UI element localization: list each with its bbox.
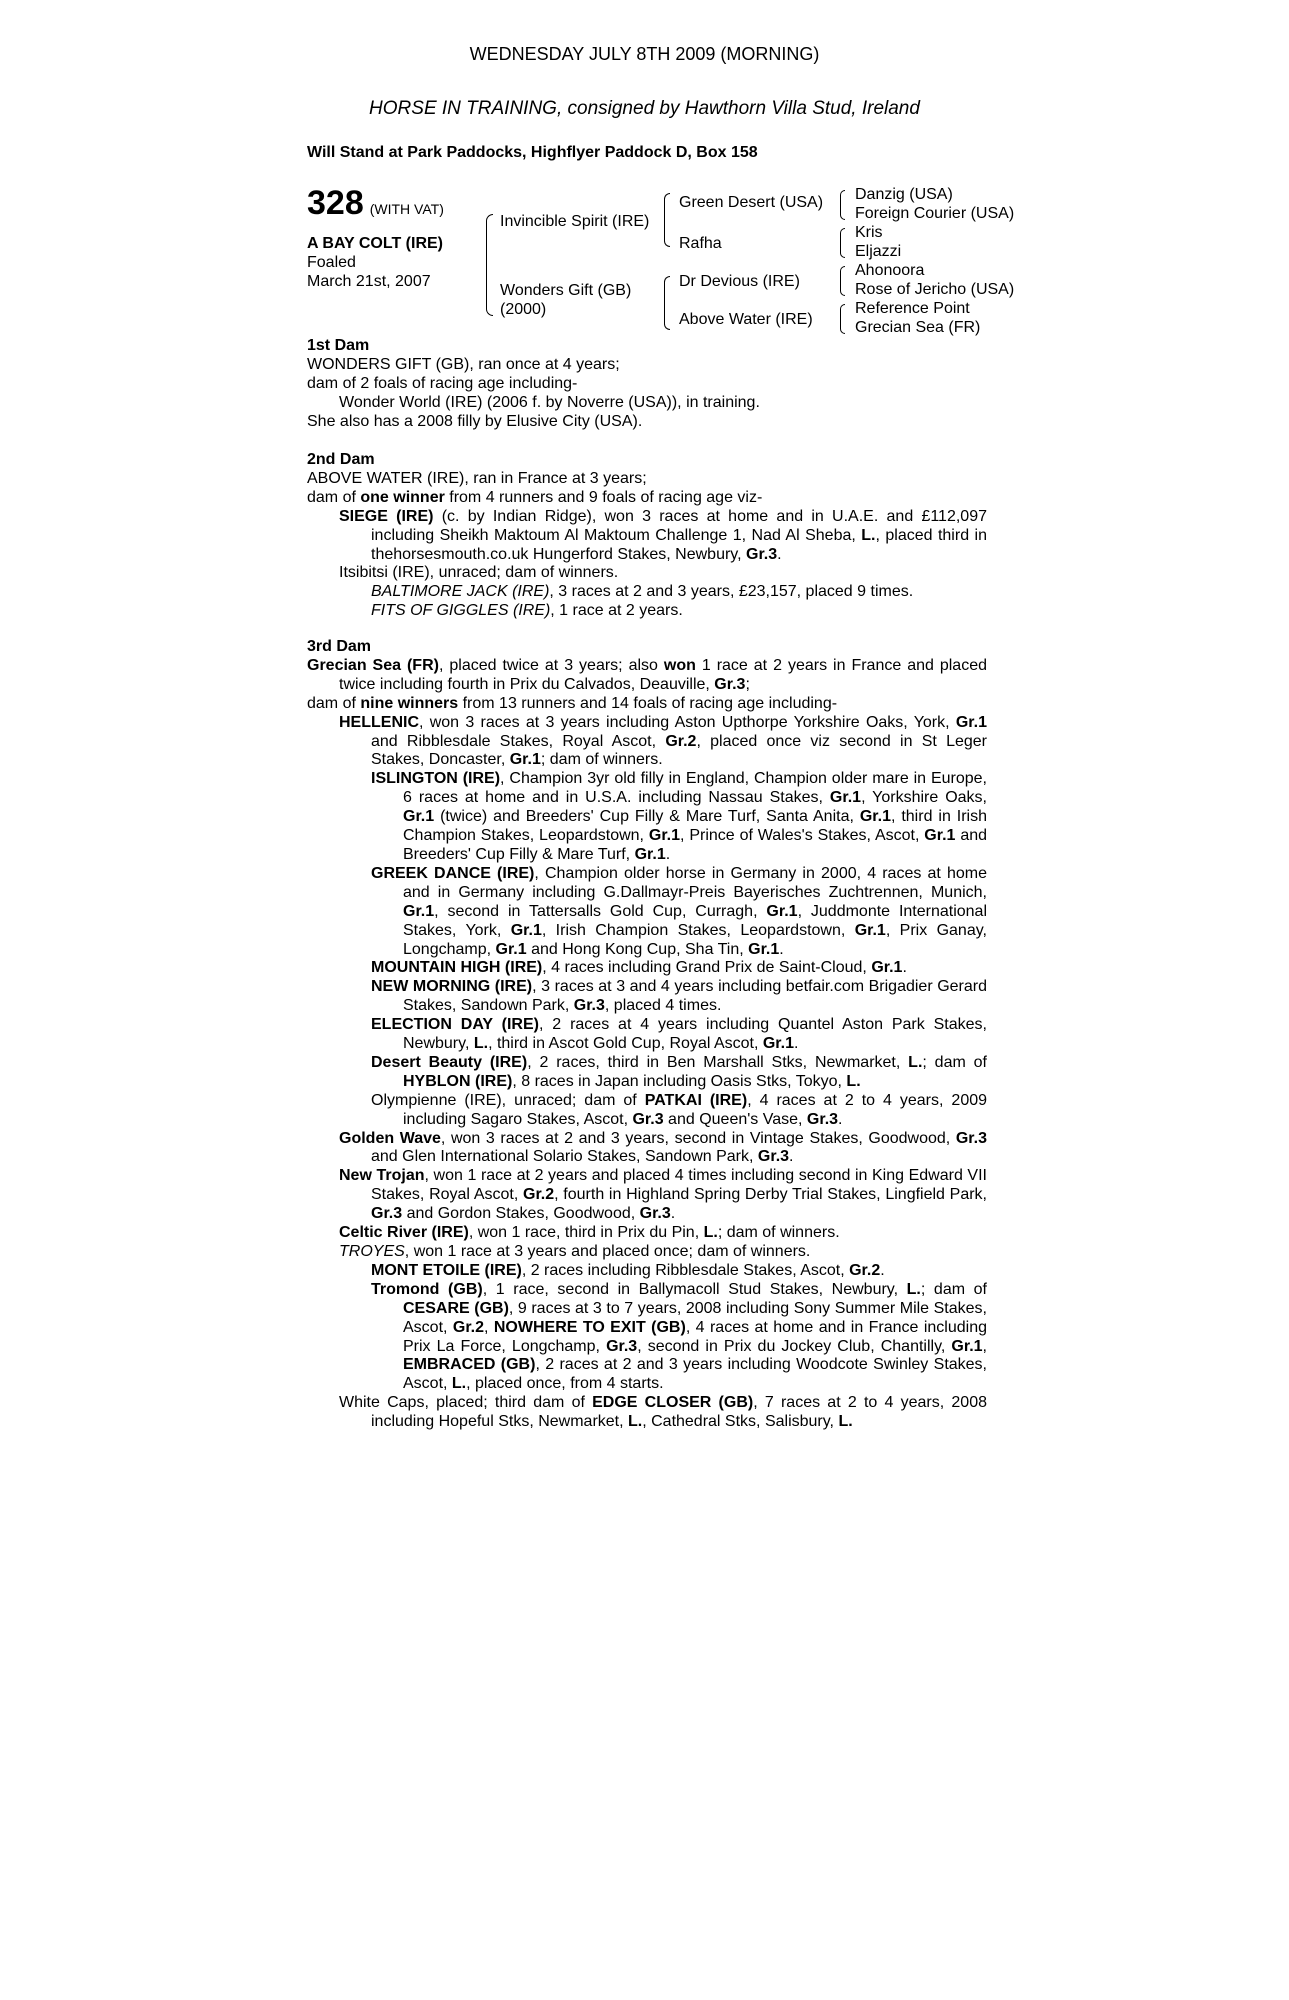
brace-gg3	[840, 266, 845, 296]
pedigree-dam-year: (2000)	[500, 301, 547, 318]
third-dam-heading: 3rd Dam	[307, 638, 372, 655]
progeny-mountain-high: MOUNTAIN HIGH (IRE), 4 races including Grand Prix de Saint-Cloud, Gr.1.	[371, 959, 907, 977]
first-dam-line: WONDERS GIFT (GB), ran once at 4 years;	[307, 355, 620, 373]
pedigree-gg-6: Rose of Jericho (USA)	[855, 281, 1015, 298]
first-dam-heading: 1st Dam	[307, 337, 370, 354]
pedigree-sire: Invincible Spirit (IRE)	[500, 213, 650, 230]
brace-gg4	[840, 304, 845, 334]
progeny-desert-beauty: Desert Beauty (IRE), 2 races, third in Ben Marshall Stks, Newmarket, L.; dam of HYBLON (IRE), 8 races in Japan including Oasis Stks, Tokyo, L.	[371, 1053, 988, 1090]
progeny-itsibitsi: Itsibitsi (IRE), unraced; dam of winners.	[339, 564, 619, 582]
progeny-olympienne: Olympienne (IRE), unraced; dam of PATKAI (IRE), 4 races at 2 to 4 years, 2009 including Sagaro Stakes, Ascot, Gr.3 and Queen's Vase, Gr.3.	[371, 1091, 988, 1128]
pedigree-dam-sire: Dr Devious (IRE)	[679, 273, 800, 290]
horse-description	[307, 234, 443, 291]
progeny-baltimore-jack: BALTIMORE JACK (IRE), 3 races at 2 and 3 years, £23,157, placed 9 times.	[371, 583, 914, 601]
pedigree-sire-dam: Rafha	[679, 235, 722, 252]
progeny-election-day: ELECTION DAY (IRE), 2 races at 4 years including Quantel Aston Park Stakes, Newbury, L., third in Ascot Gold Cup, Royal Ascot, Gr.1.	[371, 1016, 987, 1053]
horse-name: A BAY COLT (IRE)	[307, 235, 444, 252]
pedigree-gg-4: Eljazzi	[855, 243, 902, 260]
lot-number-block	[307, 184, 444, 223]
pedigree-sire-sire: Green Desert (USA)	[679, 194, 824, 211]
third-dam-line: Grecian Sea (FR), placed twice at 3 years; also won 1 race at 2 years in France and placed twice including fourth in Prix du Calvados, Deauville, Gr.3;	[307, 656, 988, 693]
pedigree-dam: Wonders Gift (GB)	[500, 282, 632, 299]
brace-gg1	[840, 190, 845, 220]
progeny-hellenic: HELLENIC, won 3 races at 3 years including Aston Upthorpe Yorkshire Oaks, York, Gr.1 and Ribblesdale Stakes, Royal Ascot, Gr.2, placed once viz second in St Leger Stakes, Doncaster, Gr.1; dam of winners.	[339, 713, 988, 769]
progeny-greek-dance: GREEK DANCE (IRE), Champion older horse in Germany in 2000, 4 races at home and in Germany including G.Dallmayr-Preis Bayerisches Zuchtrennen, Munich, Gr.1, second in Tattersalls Gold Cup, Curragh, Gr.1, Juddmonte International Stakes, York, Gr.1, Irish Champion Stakes, Leopardstown, Gr.1, Prix Ganay, Longchamp, Gr.1 and Hong Kong Cup, Sha Tin, Gr.1.	[371, 864, 988, 958]
progeny-new-trojan: New Trojan, won 1 race at 2 years and placed 4 times including second in King Edward VII Stakes, Royal Ascot, Gr.2, fourth in Highland Spring Derby Trial Stakes, Lingfield Park, Gr.3 and Gordon Stakes, Goodwood, Gr.3.	[339, 1167, 988, 1223]
progeny-mont-etoile: MONT ETOILE (IRE), 2 races including Ribblesdale Stakes, Ascot, Gr.2.	[371, 1261, 885, 1279]
first-dam-section	[307, 337, 987, 432]
pedigree-gg-1: Danzig (USA)	[855, 186, 953, 203]
foaled-date: March 21st, 2007	[307, 273, 431, 290]
progeny-white-caps: White Caps, placed; third dam of EDGE CLOSER (GB), 7 races at 2 to 4 years, 2008 including Hopeful Stks, Newmarket, L., Cathedral Stks, Salisbury, L.	[339, 1394, 987, 1431]
pedigree-gg-5: Ahonoora	[855, 262, 925, 279]
pedigree-gg-8: Grecian Sea (FR)	[855, 319, 981, 336]
stand-location: Will Stand at Park Paddocks, Highflyer Paddock D, Box 158	[307, 144, 758, 161]
brace-dam	[664, 276, 670, 330]
third-dam-foals: dam of nine winners from 13 runners and 14 foals of racing age including-	[307, 694, 838, 712]
lot-number: 328	[307, 184, 364, 222]
brace-sire	[664, 193, 670, 247]
first-dam-progeny: Wonder World (IRE) (2006 f. by Noverre (USA)), in training.	[339, 393, 760, 411]
pedigree-gg-7: Reference Point	[855, 300, 970, 317]
third-dam-section	[307, 638, 987, 1432]
progeny-troyes: TROYES, won 1 race at 3 years and placed once; dam of winners.	[339, 1243, 811, 1260]
progeny-new-morning: NEW MORNING (IRE), 3 races at 3 and 4 years including betfair.com Brigadier Gerard Stakes, Sandown Park, Gr.3, placed 4 times.	[371, 978, 988, 1015]
second-dam-line: ABOVE WATER (IRE), ran in France at 3 years;	[307, 469, 647, 487]
pedigree-gg-3: Kris	[855, 224, 883, 241]
pedigree-dam-dam: Above Water (IRE)	[679, 311, 813, 328]
progeny-islington: ISLINGTON (IRE), Champion 3yr old filly in England, Champion older mare in Europe, 6 races at home and in U.S.A. including Nassau Stakes, Gr.1, Yorkshire Oaks, Gr.1 (twice) and Breeders' Cup Filly & Mare Turf, Santa Anita, Gr.1, third in Irish Champion Stakes, Leopardstown, Gr.1, Prince of Wales's Stakes, Ascot, Gr.1 and Breeders' Cup Filly & Mare Turf, Gr.1.	[371, 770, 988, 863]
progeny-siege: SIEGE (IRE) (c. by Indian Ridge), won 3 races at home and in U.A.E. and £112,097 including Sheikh Maktoum Al Maktoum Challenge 1, Nad Al Sheba, L., placed third in thehorsesmouth.co.uk Hungerford Stakes, Newbury, Gr.3.	[339, 507, 987, 563]
sale-date: WEDNESDAY JULY 8TH 2009 (MORNING)	[469, 44, 820, 64]
progeny-celtic-river: Celtic River (IRE), won 1 race, third in Prix du Pin, L.; dam of winners.	[339, 1224, 840, 1242]
progeny-fits-of-giggles: FITS OF GIGGLES (IRE), 1 race at 2 years.	[371, 602, 683, 620]
first-dam-foals: dam of 2 foals of racing age including-	[307, 374, 578, 392]
second-dam-heading: 2nd Dam	[307, 451, 375, 468]
progeny-tromond: Tromond (GB), 1 race, second in Ballymacoll Stud Stakes, Newbury, L.; dam of CESARE (GB), 9 races at 3 to 7 years, 2008 including Sony Summer Mile Stakes, Ascot, Gr.2, NOWHERE TO EXIT (GB), 4 races at home and in France including Prix La Force, Longchamp, Gr.3, second in Prix du Jockey Club, Chantilly, Gr.1, EMBRACED (GB), 2 races at 2 and 3 years including Woodcote Swinley Stakes, Ascot, L., placed once, from 4 starts.	[371, 1280, 988, 1393]
pedigree-gg-2: Foreign Courier (USA)	[855, 205, 1015, 222]
second-dam-foals: dam of one winner from 4 runners and 9 foals of racing age viz-	[307, 488, 763, 506]
vat-note: (WITH VAT)	[369, 201, 444, 217]
progeny-golden-wave: Golden Wave, won 3 races at 2 and 3 years, second in Vintage Stakes, Goodwood, Gr.3 and Glen International Solario Stakes, Sandown Park, Gr.3.	[339, 1129, 987, 1166]
brace-gg2	[840, 228, 845, 258]
second-dam-section	[307, 451, 987, 621]
foaled-label: Foaled	[307, 254, 356, 271]
brace-main	[486, 214, 493, 316]
consignment-line: HORSE IN TRAINING, consigned by Hawthorn Villa Stud, Ireland	[369, 98, 920, 119]
first-dam-note: She also has a 2008 filly by Elusive City (USA).	[307, 412, 643, 430]
